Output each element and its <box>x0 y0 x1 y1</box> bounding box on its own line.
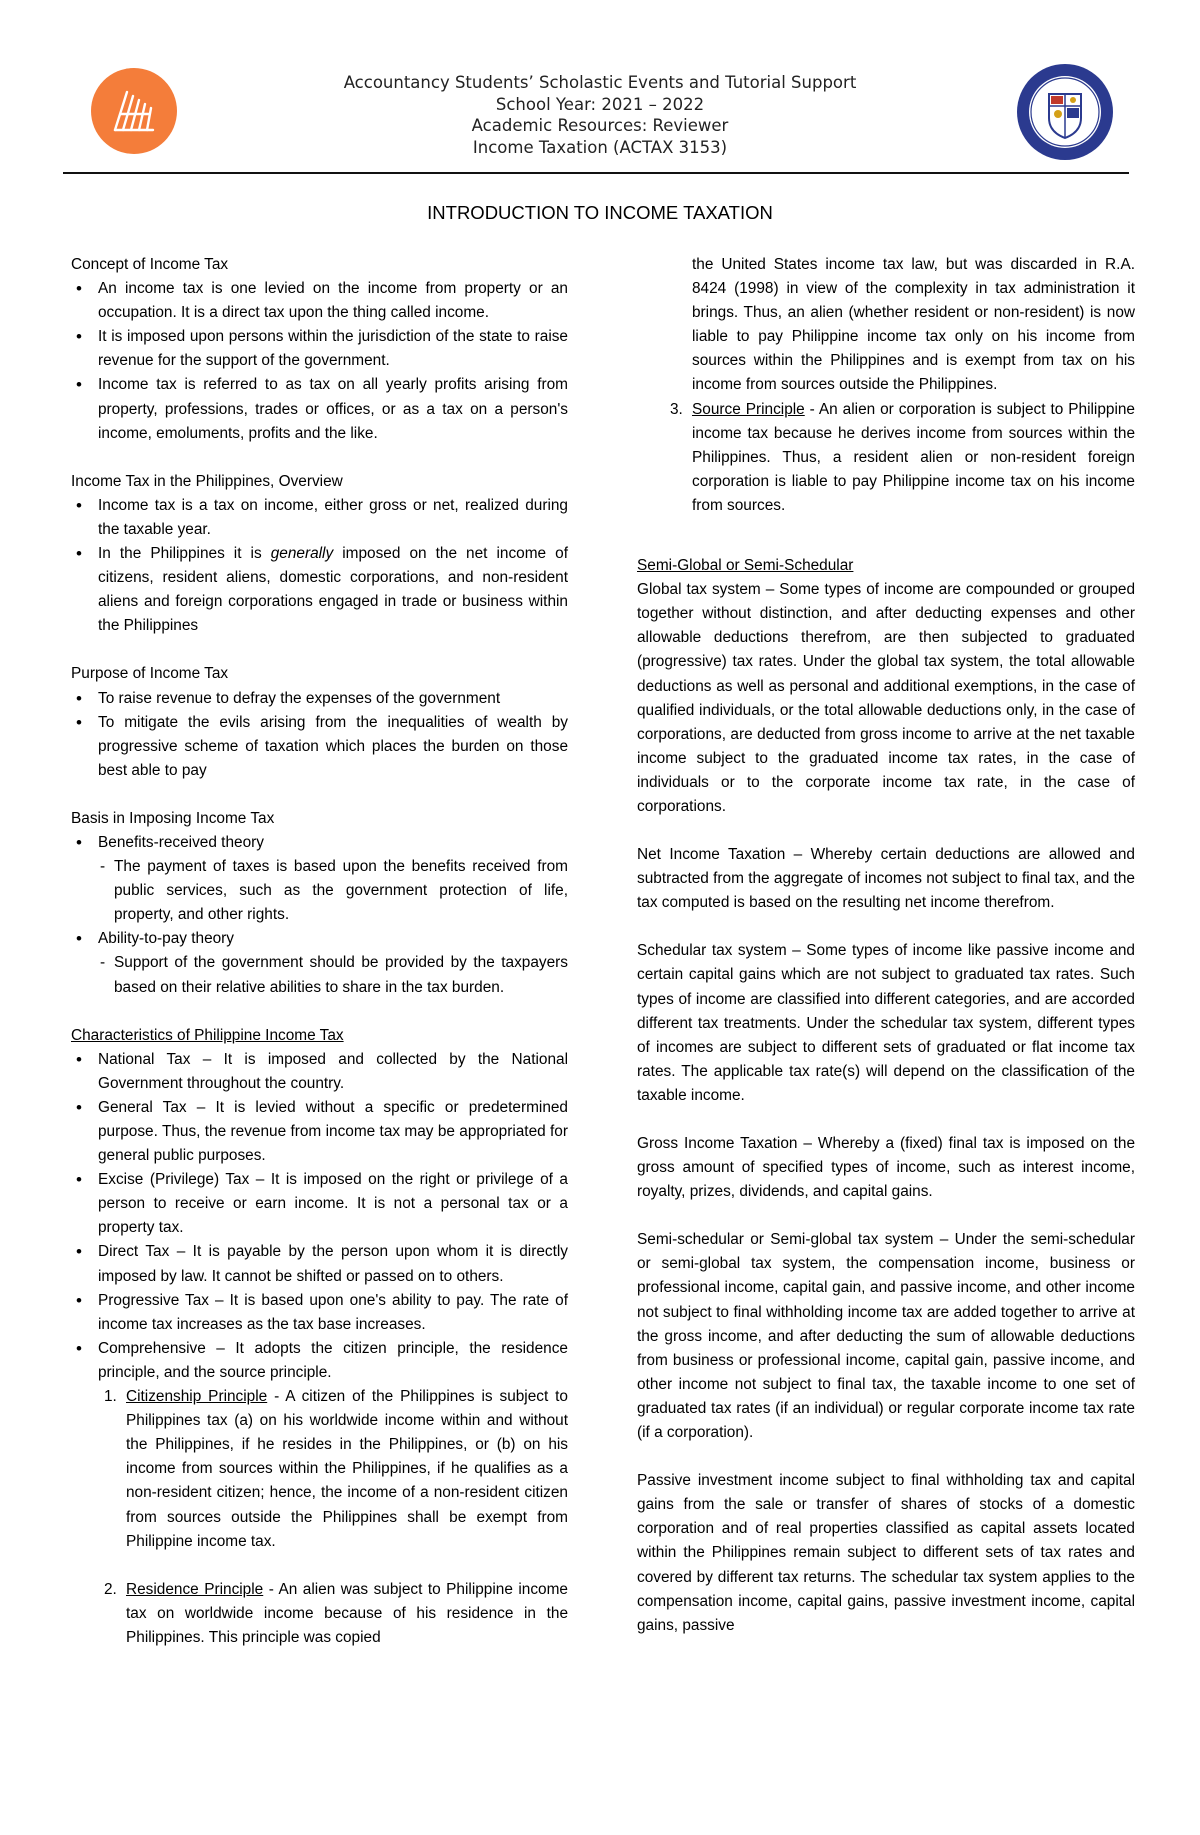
list-item: • Comprehensive – It adopts the citizen principle, the residence principle, and the source principle. <box>71 1337 568 1385</box>
university-seal <box>1015 62 1115 162</box>
characteristics-list <box>71 1048 568 1385</box>
right-column <box>637 253 1135 1638</box>
list-item: • It is imposed upon persons within the jurisdiction of the state to raise revenue for the support of the government. <box>71 325 568 373</box>
principle-citizenship: 1. Citizenship Principle - A citizen of the Philippines is subject to Philippines tax (a) on his worldwide income within and without the Philippines, if he resides in the Philippines, or (b) on his income from sources within the Philippines, if he qualifies as a non-resident citizen; hence, the income of a non-resident citizen from sources outside the Philippines shall be exempt from Philippine income tax. <box>104 1388 568 1550</box>
list-item: • Progressive Tax – It is based upon one's ability to pay. The rate of income tax increases as the tax base increases. <box>71 1289 568 1337</box>
list-item: • To mitigate the evils arising from the inequalities of wealth by progressive scheme of taxation which places the burden on those best able to pay <box>71 711 568 783</box>
page-header <box>0 0 1200 180</box>
paragraph-global: Global tax system – Some types of income are compounded or grouped together without distinction, and after deducting expenses and other allowable deductions therefrom, are then subjected to graduated (progressive) tax rates. Under the global tax system, the total allowable deductions as well as personal and additional exemptions, in the case of qualified individuals, or the total allowable deductions only, in the case of corporations, are deducted from gross income to arrive at the net taxable income subject to the graduated income tax rates, in the case of individuals or to the corporate income tax rate, in the case of corporations. <box>637 581 1135 815</box>
section-heading-characteristics: Characteristics of Philippine Income Tax <box>71 1026 344 1044</box>
section-heading-basis: Basis in Imposing Income Tax <box>71 809 275 827</box>
left-column <box>71 253 568 1650</box>
list-item: • In the Philippines it is generally imposed on the net income of citizens, resident aliens, domestic corporations, and non-resident aliens and foreign corporations engaged in trade or business within the Philippines <box>71 542 568 638</box>
principle-source: 3. Source Principle - An alien or corporation is subject to Philippine income tax because he derives income from sources within the Philippines. Thus, a resident alien or non-resident foreign corporation is liable to pay Philippine income tax on his income from sources. <box>670 400 1135 514</box>
list-item: • Benefits-received theory - The payment of taxes is based upon the benefits received from public services, such as the government protection of life, property, and other rights. <box>71 831 568 927</box>
list-item: • General Tax – It is levied without a specific or predetermined purpose. Thus, the revenue from income tax may be appropriated for general public purposes. <box>71 1096 568 1168</box>
purpose-list <box>71 687 568 783</box>
paragraph-gross: Gross Income Taxation – Whereby a (fixed) final tax is imposed on the gross amount of specified types of income, such as interest income, royalty, prizes, dividends, and capital gains. <box>637 1135 1135 1201</box>
paragraph-semischedular: Semi-schedular or Semi-global tax system – Under the semi-schedular or semi-global tax system, the compensation income, business or professional income, capital gain, and passive income, and other income not subject to final withholding income tax are added together to arrive at the gross income, and after deducting the sum of allowable deductions from business or professional income, capital gain, passive income, and other income not subject to final tax, the taxable income to one set of graduated tax rates (if an individual) or regular corporate income tax rate (if a corporation). <box>637 1231 1135 1442</box>
org-name: Accountancy Students’ Scholastic Events and Tutorial Support <box>343 73 857 92</box>
list-item: • National Tax – It is imposed and collected by the National Government throughout the country. <box>71 1048 568 1096</box>
list-item: • Ability-to-pay theory - Support of the government should be provided by the taxpayers based on their relative abilities to share in the tax burden. <box>71 927 568 999</box>
principles-list <box>71 1385 568 1650</box>
paragraph-schedular: Schedular tax system – Some types of income like passive income and certain capital gains which are not subject to graduated tax rates. Such types of income are classified into different categories, and are accorded different tax treatments. Under the schedular tax system, different types of incomes are subject to different sets of graduated or flat income tax rates. The applicable tax rate(s) will depend on the classification of the taxable income. <box>637 942 1135 1104</box>
section-heading-overview: Income Tax in the Philippines, Overview <box>71 472 343 490</box>
concept-list <box>71 277 568 446</box>
school-year: School Year: 2021 – 2022 <box>495 94 705 114</box>
basis-list <box>71 831 568 1000</box>
list-item: • To raise revenue to defray the expenses of the government <box>71 687 568 711</box>
list-item: • Direct Tax – It is payable by the person upon whom it is directly imposed by law. It cannot be shifted or passed on to others. <box>71 1240 568 1288</box>
section-heading-purpose: Purpose of Income Tax <box>71 665 229 683</box>
sub-item: - The payment of taxes is based upon the benefits received from public services, such as the government protection of life, property, and other rights. <box>98 855 568 927</box>
principle-residence: 2. Residence Principle - An alien was subject to Philippine income tax on worldwide income because of his residence in the Philippines. This principle was copied <box>104 1580 568 1646</box>
list-item: • An income tax is one levied on the income from property or an occupation. It is a direct tax upon the thing called income. <box>71 277 568 325</box>
emphasis: generally <box>270 545 334 563</box>
residence-continued: the United States income tax law, but was discarded in R.A. 8424 (1998) in view of the complexity in tax administration it brings. Thus, an alien (whether resident or non-resident) is now liable to pay Philippine income tax only on his income from sources within the Philippines and is exempt from tax on his income from sources outside the Philippines. <box>692 256 1135 394</box>
resource-type: Academic Resources: Reviewer <box>471 116 729 135</box>
list-item: • Excise (Privilege) Tax – It is imposed on the right or privilege of a person to receive or earn income. It is not a personal tax or a property tax. <box>71 1168 568 1240</box>
section-heading-semi: Semi-Global or Semi-Schedular <box>637 557 854 575</box>
paragraph-passive: Passive investment income subject to final withholding tax and capital gains from the sale or transfer of shares of stocks of a domestic corporation and of real properties classified as capital assets located within the Philippines remain subject to different sets of tax rates and covered by different tax returns. The schedular tax system applies to the compensation income, capital gains, passive investment income, capital gains, passive <box>637 1472 1135 1634</box>
sub-item: - Support of the government should be provided by the taxpayers based on their relative abilities to share in the tax burden. <box>98 951 568 999</box>
course-name: Income Taxation (ACTAX 3153) <box>472 137 728 157</box>
section-heading-concept: Concept of Income Tax <box>71 256 229 273</box>
document-title: INTRODUCTION TO INCOME TAXATION <box>427 202 773 223</box>
list-item: • Income tax is referred to as tax on all yearly profits arising from property, professions, trades or offices, or as a tax on a person's income, emoluments, profits and the like. <box>71 373 568 445</box>
list-item: • Income tax is a tax on income, either gross or net, realized during the taxable year. <box>71 494 568 542</box>
paragraph-net: Net Income Taxation – Whereby certain deductions are allowed and subtracted from the aggregate of incomes not subject to final tax, and the tax computed is based on the resulting net income therefrom. <box>637 846 1135 912</box>
header-divider <box>63 172 1129 174</box>
principles-list-continued <box>637 398 1135 518</box>
overview-list <box>71 494 568 639</box>
